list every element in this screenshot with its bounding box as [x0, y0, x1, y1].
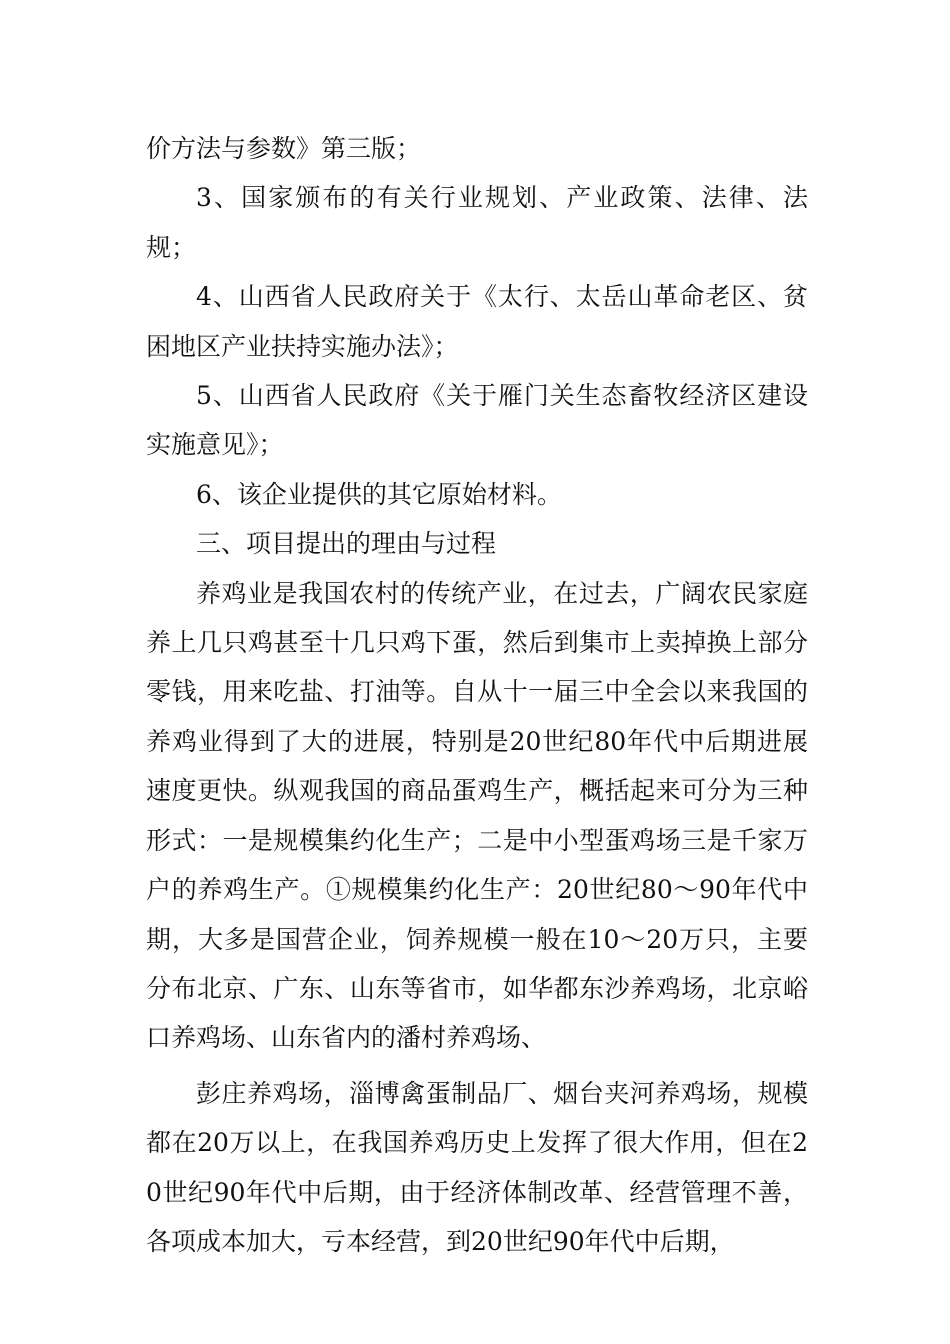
paragraph-1: 3、国家颁布的有关行业规划、产业政策、法律、法规； [146, 183, 808, 262]
paragraph-6: 养鸡业是我国农村的传统产业，在过去，广阔农民家庭养上几只鸡甚至十几只鸡下蛋，然后到集市上卖掉换上部分零钱，用来吃盐、打油等。自从十一届三中全会以来我国的养鸡业得到了大的进展，特别是20世纪80年代中后期进展速度更快。纵观我国的商品蛋鸡生产，概括起来可分为三种形式：一是规模集约化生产；二是中小型蛋鸡场三是千家万户的养鸡生产。①规模集约化生产：20世纪80～90年代中期，大多是国营企业，饲养规模一般在10～20万只，主要分布北京、广东、山东等省市，如华都东沙养鸡场，北京峪口养鸡场、山东省内的潘村养鸡场、 [146, 578, 808, 1053]
paragraph-0: 价方法与参数》第三版； [146, 134, 422, 163]
section-heading: 三、项目提出的理由与过程 [196, 529, 497, 559]
document-body [146, 124, 808, 1266]
paragraph-4: 6、该企业提供的其它原始材料。 [196, 479, 562, 509]
paragraph-7: 彭庄养鸡场，淄博禽蛋制品厂、烟台夹河养鸡场，规模都在20万以上，在我国养鸡历史上发挥了很大作用，但在20世纪90年代中后期，由于经济体制改革、经营管理不善，各项成本加大，亏本经营，到20世纪90年代中后期， [146, 1078, 808, 1256]
paragraph-3: 5、山西省人民政府《关于雁门关生态畜牧经济区建设实施意见》； [146, 381, 808, 460]
paragraph-2: 4、山西省人民政府关于《太行、太岳山革命老区、贫困地区产业扶持实施办法》； [146, 282, 808, 361]
